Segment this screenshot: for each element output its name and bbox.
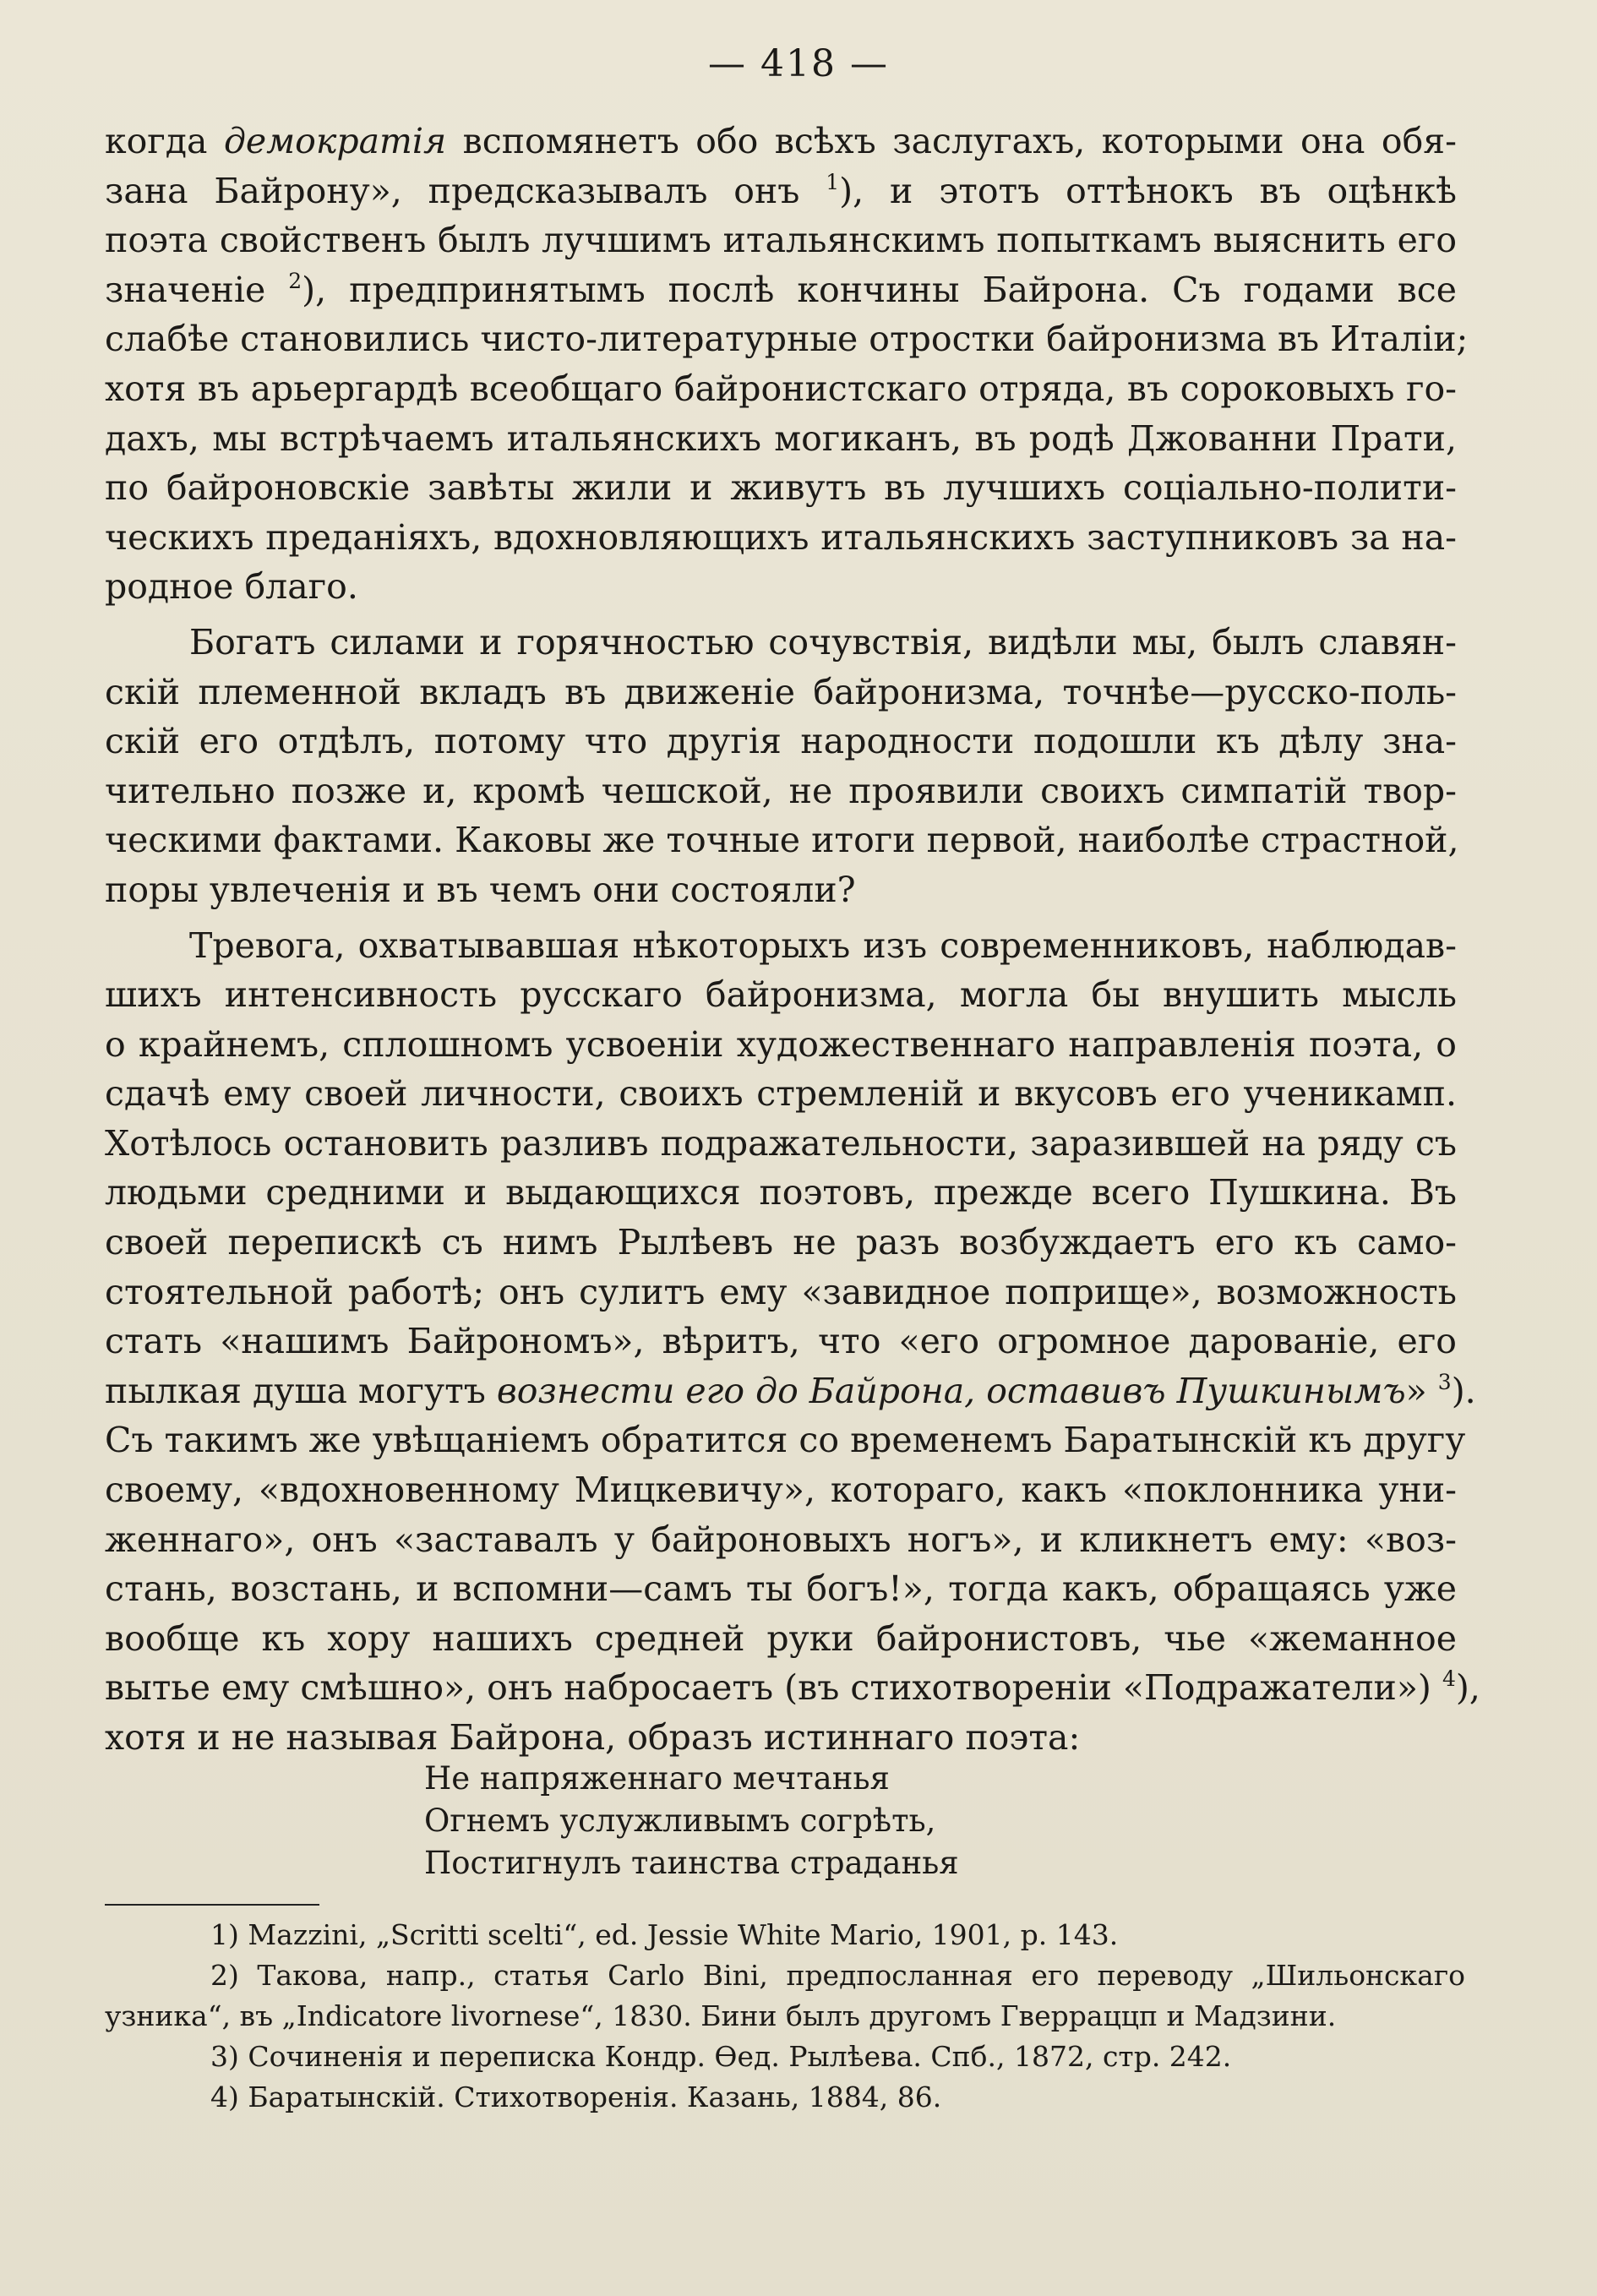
footnote-ref: 4 — [1442, 1666, 1456, 1692]
footnotes — [105, 1915, 1465, 2118]
emphasis: вознести его до Байрона, оставивъ Пушкинымъ — [496, 1370, 1406, 1411]
text-line: своей перепискѣ съ нимъ Рылѣевъ не разъ возбуждаетъ его къ само- — [105, 1222, 1457, 1263]
text-line: скій его отдѣлъ, потому что другія народности подошли къ дѣлу зна- — [105, 721, 1457, 762]
footnote-mark: 2) — [210, 1959, 239, 1992]
text-line: о крайнемъ, сплошномъ усвоеніи художественнаго направленія поэта, о — [105, 1023, 1457, 1065]
text-line: женнаго», онъ «заставалъ у байроновыхъ ногъ», и кликнетъ ему: «воз- — [105, 1519, 1457, 1560]
text-line: Тревога, охватывавшая нѣкоторыхъ изъ современниковъ, наблюдав- — [189, 924, 1457, 966]
text-line: пылкая душа могутъ вознести его до Байрона, оставивъ Пушкинымъ» $^3$). — [105, 1369, 1476, 1411]
text-line: поры увлеченія и въ чемъ они состояли? — [105, 869, 856, 910]
text-line: Хотѣлось остановить разливъ подражательности, заразившей на ряду съ — [105, 1122, 1457, 1164]
text-line: вытье ему смѣшно», онъ набросаетъ (въ стихотвореніи «Подражатели») $^4$), — [105, 1666, 1480, 1709]
text-line: ческими фактами. Каковы же точные итоги первой, наиболѣе страстной, — [105, 820, 1459, 861]
footnote-ref: 3 — [1437, 1369, 1452, 1394]
footnote-mark: 3) — [210, 2040, 239, 2073]
text-line: стань, возстань, и вспомни—самъ ты богъ!», тогда какъ, обращаясь уже — [105, 1568, 1457, 1610]
text-line: Богатъ силами и горячностью сочувствія, видѣли мы, былъ славян- — [189, 621, 1457, 663]
text-line: скій племенной вкладъ въ движеніе байронизма, точнѣе—русско-поль- — [105, 671, 1457, 712]
text-line: когда демократія вспомянетъ обо всѣхъ заслугахъ, которыми она обя- — [105, 121, 1457, 161]
text-line: стать «нашимъ Байрономъ», вѣритъ, что «его огромное дарованіе, его — [105, 1321, 1457, 1362]
footnote: 4) Баратынскій. Стихотворенія. Казань, 1884, 86. — [210, 2081, 942, 2113]
footnote-mark: 1) — [210, 1918, 239, 1951]
footnote-ref: 1 — [826, 169, 840, 194]
verse-line: Не напряженнаго мечтанья — [424, 1760, 890, 1797]
text-line: значеніе $^2$), предпринятымъ послѣ кончины Байрона. Съ годами все — [105, 268, 1457, 310]
footnote-continuation: узника“, въ „Indicatore livornese“, 1830. Бини былъ другомъ Гверраццп и Мадзини. — [105, 1999, 1337, 2032]
text-line: вообще къ хору нашихъ средней руки байронистовъ, чье «жеманное — [105, 1617, 1457, 1659]
text-line: стоятельной работѣ; онъ сулитъ ему «завидное поприще», возможность — [105, 1271, 1457, 1312]
text-line: зана Байрону», предсказывалъ онъ $^1$), и этотъ оттѣнокъ въ оцѣнкѣ — [105, 169, 1457, 211]
text-line: поэта свойственъ былъ лучшимъ итальянскимъ попыткамъ выяснить его — [105, 220, 1457, 261]
body-text — [105, 117, 1480, 1763]
verse-line: Огнемъ услужливымъ согрѣть, — [424, 1802, 936, 1839]
text-line: дахъ, мы встрѣчаемъ итальянскихъ могиканъ, въ родѣ Джованни Прати, — [105, 417, 1457, 459]
text-line: шихъ интенсивность русскаго байронизма, могла бы внушить мысль — [105, 974, 1457, 1016]
verse-quote — [424, 1758, 959, 1884]
text-line: людьми средними и выдающихся поэтовъ, прежде всего Пушкина. Въ — [105, 1172, 1457, 1213]
text-line: хотя и не называя Байрона, образъ истиннаго поэта: — [105, 1717, 1081, 1758]
text-line: сдачѣ ему своей личности, своихъ стремленій и вкусовъ его ученикамп. — [105, 1073, 1457, 1115]
footnote-mark: 4) — [210, 2081, 239, 2113]
page-number: — 418 — — [708, 42, 889, 85]
text-line: родное благо. — [105, 566, 358, 608]
footnote-ref: 2 — [288, 268, 303, 293]
text-line: чительно позже и, кромѣ чешской, не проявили своихъ симпатій твор- — [105, 770, 1457, 811]
text-line: Съ такимъ же увѣщаніемъ обратится со временемъ Баратынскій къ другу — [105, 1420, 1466, 1461]
footnote: 2) Такова, напр., статья Carlo Bini, предпосланная его переводу „Шильонскаго — [210, 1959, 1465, 1992]
text-line: хотя въ арьергардѣ всеобщаго байронистскаго отряда, въ сороковыхъ го- — [105, 368, 1457, 409]
footnote: 1) Mazzini, „Scritti scelti“, ed. Jessie White Mario, 1901, p. 143. — [210, 1918, 1119, 1951]
text-line: своему, «вдохновенному Мицкевичу», котораго, какъ «поклонника уни- — [105, 1470, 1457, 1511]
footnote: 3) Сочиненія и переписка Кондр. Ѳед. Рылѣева. Спб., 1872, стр. 242. — [210, 2040, 1232, 2073]
emphasis: демократія — [223, 121, 447, 161]
footnote-divider — [105, 1904, 319, 1906]
text-line: слабѣе становились чисто-литературные отростки байронизма въ Италіи; — [105, 319, 1469, 360]
verse-line: Постигнулъ таинства страданья — [424, 1845, 959, 1881]
text-line: ческихъ преданіяхъ, вдохновляющихъ итальянскихъ заступниковъ за на- — [105, 516, 1457, 558]
text-line: по байроновскіе завѣты жили и живутъ въ лучшихъ соціально-полити- — [105, 467, 1457, 509]
